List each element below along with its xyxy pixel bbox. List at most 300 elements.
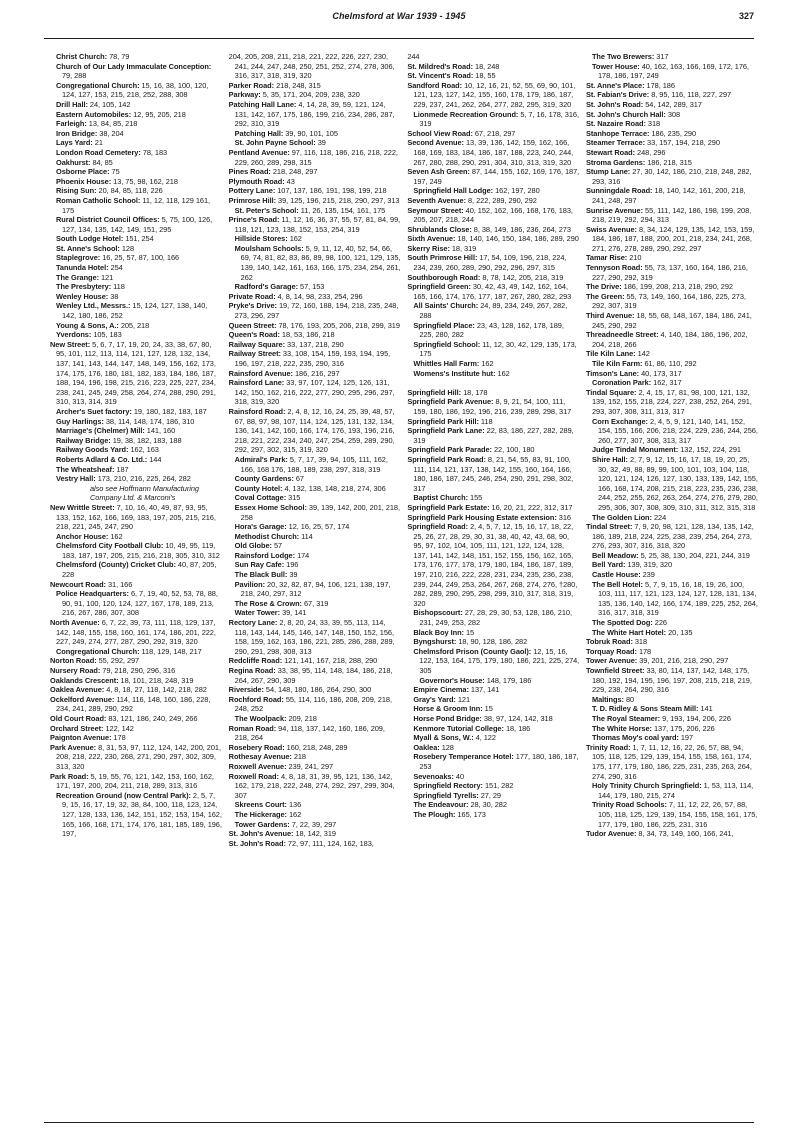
entry-pages: 40, 87, 205, 228 (62, 560, 217, 580)
entry-name: Queen's Road: (228, 330, 280, 340)
entry-pages: 15, 16, 38, 100, 120, 124, 127, 153, 215, 218, 252, 288, 308 (62, 80, 209, 100)
entry-pages: 196 (286, 560, 299, 570)
entry-pages: 33, 157, 194, 218, 290 (647, 138, 720, 148)
entry-name: The Black Bull: (234, 570, 288, 580)
entry-pages: 75 (111, 167, 120, 177)
index-entry (229, 90, 401, 100)
entry-name: Bell Meadow: (591, 550, 639, 560)
index-entry (229, 340, 401, 350)
entry-name: Castle House: (591, 570, 641, 580)
entry-name: South Lodge Hotel: (56, 234, 124, 244)
index-entry (229, 321, 401, 331)
entry-name: Springfield School: (413, 339, 481, 349)
entry-pages: 31, 166 (107, 579, 133, 589)
index-subentry (229, 570, 401, 580)
entry-pages: 39, 141 (282, 608, 307, 618)
index-entry (586, 656, 758, 666)
entry-pages: 24, 105, 142 (89, 99, 131, 109)
entry-name: Phoenix House: (56, 176, 112, 186)
entry-pages: 2, 7, 9, 12, 15, 16, 17, 18, 19, 20, 25, 30, 32, 49, 88, 89, 99, 100, 101, 103, 104, 118, 120, 121, 124, 126, 127, 130, 133, 139, 142, 155, 166, 168, 174, 208, 215, 218, 223, 235, 236, 238, 244, 252, 255, 262, 263, 264, 274, 276, 279, 280, 295, 306, 307, 308, 309, 310, 311, 312, 315, 318 (597, 454, 758, 512)
index-subentry (586, 52, 758, 62)
entry-name: Maltings: (591, 694, 624, 704)
entry-name: Tudor Avenue: (585, 829, 637, 839)
entry-pages: 19, 72, 160, 188, 194, 218, 235, 248, 273, 296, 297 (234, 301, 399, 321)
entry-name: All Saints' Church: (413, 301, 479, 311)
entry-pages: 7, 9, 20, 98, 121, 128, 134, 135, 142, 186, 189, 218, 224, 225, 238, 239, 254, 264, 273, 276, 293, 307, 316, 318, 320 (591, 522, 754, 551)
entry-name: Roman Road: (228, 723, 277, 733)
entry-pages: 12, 95, 205, 218 (133, 109, 186, 119)
entry-name: Springfield Park Housing Estate extension: (407, 512, 557, 522)
entry-pages: 142 (637, 349, 650, 359)
index-subentry (50, 138, 222, 148)
entry-pages: 33, 97, 107, 124, 125, 126, 131, 142, 150, 162, 216, 222, 277, 290, 295, 296, 297, 318, 319, 320 (234, 378, 395, 407)
entry-name: Ockelford Avenue: (50, 694, 115, 704)
index-entry (407, 513, 579, 523)
entry-pages: also see Hoffmann Manufacturing Company Ltd. & Marconi's (90, 483, 199, 503)
index-subentry (586, 580, 758, 618)
index-subentry (50, 167, 222, 177)
index-subentry (586, 695, 758, 705)
entry-name: Patching Hall Lane: (228, 99, 297, 109)
entry-pages: 177, 180, 186, 187, 253 (419, 752, 579, 771)
index-entry (407, 417, 579, 427)
index-entry (229, 330, 401, 340)
entry-pages: 204, 205, 208, 211, 218, 221, 222, 226, 227, 230, 241, 244, 247, 248, 250, 251, 252, 274, 278, 306, 316, 317, 318, 319, 320 (228, 52, 395, 81)
entry-name: Chelmsford Prison (County Gaol): (413, 646, 532, 656)
entry-name: Admiral's Park: (234, 454, 288, 464)
index-subentry (407, 791, 579, 801)
index-subentry (50, 791, 222, 839)
entry-pages: 94, 118, 137, 142, 160, 186, 209, 218, 264 (234, 723, 385, 743)
entry-name: Baptist Church: (413, 493, 468, 503)
index-entry (229, 724, 401, 743)
index-entry (586, 81, 758, 91)
index-subentry (50, 177, 222, 187)
index-subentry (229, 541, 401, 551)
entry-pages: 16, 20, 21, 222, 312, 317 (491, 502, 573, 512)
entry-pages: 136 (288, 800, 302, 810)
index-entry (586, 253, 758, 263)
entry-pages: 162, 317 (653, 378, 682, 388)
entry-name: The Plough: (413, 809, 456, 819)
index-subentry (407, 695, 579, 705)
index-subentry (586, 618, 758, 628)
entry-name: Gray's Yard: (413, 694, 456, 704)
entry-pages: 209, 218 (288, 713, 317, 723)
index-subentry (229, 206, 401, 216)
entry-pages: 27, 30, 142, 186, 210, 218, 248, 282, 293, 316 (591, 167, 752, 186)
entry-pages: 18, 140, 142, 161, 200, 218, 241, 248, 297 (591, 186, 746, 205)
index-subentry (586, 551, 758, 561)
entry-name: Railway Bridge: (56, 435, 111, 445)
index-subentry (50, 234, 222, 244)
index-subentry (50, 186, 222, 196)
entry-name: Holy Trinity Church Springfield: (591, 781, 702, 791)
entry-pages: 8, 34, 124, 129, 135, 142, 153, 159, 184, 186, 187, 188, 200, 201, 218, 234, 241, 268, 271, 276, 278, 289, 290, 292, 297 (591, 224, 755, 253)
index-columns (50, 52, 758, 1118)
entry-pages: 38, 97, 124, 142, 318 (483, 713, 553, 723)
entry-name: Pentland Avenue: (228, 147, 290, 157)
entry-pages: 173, 210, 216, 225, 264, 282 (97, 474, 191, 484)
entry-pages: 144 (149, 454, 162, 464)
index-subentry (407, 340, 579, 359)
index-entry (407, 282, 579, 301)
entry-name: Tower House: (591, 61, 640, 71)
index-subentry (50, 100, 222, 110)
index-subentry (407, 733, 579, 743)
entry-name: Steamer Terrace: (585, 138, 646, 148)
entry-name: St. Nazaire Road: (585, 119, 646, 129)
entry-name: Oaklea Avenue: (50, 685, 105, 695)
index-entry (407, 503, 579, 513)
index-subentry (50, 52, 222, 62)
entry-pages: 11, 26, 135, 154, 161, 175 (300, 205, 386, 215)
index-column-2 (229, 52, 401, 1118)
entry-pages: 13, 75, 98, 162, 218 (113, 176, 178, 186)
entry-name: Sunrise Avenue: (585, 205, 643, 215)
entry-name: Congregational Church: (56, 646, 140, 656)
entry-name: Third Avenue: (585, 311, 635, 321)
index-subentry (229, 608, 401, 618)
entry-name: Farleigh: (56, 119, 87, 129)
index-subentry (50, 196, 222, 215)
entry-name: Yverdons: (56, 330, 92, 340)
index-subentry (229, 560, 401, 570)
entry-name: St. Fabian's Drive: (585, 90, 650, 100)
entry-name: Old Court Road: (50, 713, 107, 723)
index-entry (229, 100, 401, 129)
index-entry (229, 829, 401, 839)
entry-name: Tindal Street: (585, 522, 633, 532)
index-subentry (586, 781, 758, 800)
entry-pages: 22, 100, 180 (493, 445, 535, 455)
index-subentry (50, 148, 222, 158)
entry-name: Governor's House: (419, 675, 485, 685)
entry-name: Sunningdale Road: (585, 186, 653, 196)
entry-name: Staplegrove: (56, 253, 101, 263)
entry-name: Parker Road: (228, 80, 275, 90)
index-entry (407, 129, 579, 139)
entry-name: Horse Pond Bridge: (413, 713, 482, 723)
index-subentry (229, 474, 401, 484)
entry-pages: 6, 7, 22, 39, 73, 111, 118, 129, 137, 142, 148, 155, 158, 160, 161, 174, 186, 201, 222, 227, 249, 274, 277, 287, 290, 292, 319, 320 (56, 618, 216, 647)
entry-pages: 11, 12, 118, 129 161, 175 (62, 195, 211, 215)
index-entry (407, 138, 579, 167)
entry-pages: 308 (667, 109, 681, 119)
entry-pages: 137, 141 (470, 685, 500, 695)
entry-pages: 315 (288, 493, 301, 503)
index-entry (407, 206, 579, 225)
entry-pages: 18, 142, 319 (295, 829, 336, 839)
entry-name: The Spotted Dog: (591, 618, 653, 628)
entry-pages: 148, 179, 186 (486, 675, 532, 685)
index-subentry (407, 676, 579, 686)
entry-name: Byngshurst: (413, 637, 457, 647)
index-entry (229, 685, 401, 695)
entry-pages: 79, 288 (62, 71, 87, 81)
index-entry (586, 647, 758, 657)
index-entry (50, 772, 222, 791)
index-subentry (229, 522, 401, 532)
index-subentry (229, 129, 401, 139)
entry-name: Water Tower: (234, 608, 281, 618)
entry-pages: 1, 7, 11, 12, 16, 22, 26, 57, 88, 94, 105, 118, 125, 129, 139, 154, 155, 158, 161, 174, 175, 177, 179, 180, 186, 225, 231, 235, 263, 264, 274, 290, 316 (591, 742, 752, 781)
index-entry (586, 522, 758, 551)
entry-name: St. Vincent's Road: (407, 71, 474, 81)
entry-pages: 61, 86, 110, 292 (644, 359, 697, 368)
index-entry (229, 407, 401, 455)
entry-name: Prince's Road: (228, 215, 280, 225)
index-entry (229, 177, 401, 187)
index-subentry (407, 810, 579, 820)
index-subentry (50, 129, 222, 139)
index-entry (586, 148, 758, 158)
entry-name: Sun Ray Cafe: (234, 560, 285, 570)
index-subentry (586, 455, 758, 513)
entry-pages: 39, 201, 216, 218, 290, 297 (639, 656, 729, 666)
index-subentry (229, 455, 401, 474)
index-subentry (586, 733, 758, 743)
entry-pages: 40, 162, 163, 166, 169, 172, 176, 178, 186, 197, 249 (597, 61, 749, 81)
index-entry (50, 503, 222, 532)
entry-name: Nursery Road: (50, 666, 101, 675)
index-entry (229, 148, 401, 167)
index-subentry (407, 685, 579, 695)
index-column-4 (586, 52, 758, 1118)
entry-pages: 8, 95, 116, 118, 227, 297 (651, 90, 732, 100)
index-note (50, 484, 222, 503)
entry-pages: 210 (629, 253, 642, 263)
entry-pages: 43 (286, 176, 295, 186)
entry-name: Seventh Avenue: (407, 195, 466, 205)
index-entry (586, 829, 758, 839)
entry-name: Marriage's (Chelmer) Mill: (56, 426, 145, 436)
index-entry (50, 676, 222, 686)
index-entry (586, 666, 758, 695)
entry-pages: 8, 78, 142, 205, 218, 319 (482, 272, 564, 282)
entry-name: Oakhurst: (56, 157, 91, 167)
entry-name: Corn Exchange: (591, 416, 648, 426)
entry-name: The Endeavour: (413, 800, 469, 810)
index-entry (50, 580, 222, 590)
entry-name: Regina Road: (228, 666, 276, 675)
entry-pages: 27, 29 (480, 790, 501, 800)
index-entry (50, 743, 222, 772)
index-entry (586, 292, 758, 311)
index-subentry (407, 369, 579, 379)
entry-name: St. Mildred's Road: (407, 61, 473, 71)
entry-pages: 162, 197, 280 (495, 186, 540, 196)
entry-name: Torquay Road: (585, 646, 637, 656)
entry-pages: 54, 148, 180, 186, 264, 290, 300 (265, 685, 372, 695)
entry-name: Springfield Hall Lodge: (413, 186, 494, 196)
index-entry (407, 445, 579, 455)
entry-pages: 33, 137, 218, 290 (287, 339, 344, 349)
index-subentry (407, 647, 579, 676)
entry-pages: 38, 114, 148, 174, 186, 310 (105, 416, 195, 426)
entry-name: The Grange: (56, 272, 99, 282)
entry-pages: 160, 218, 248, 289 (286, 742, 348, 752)
entry-name: Pavilion: (234, 579, 266, 589)
index-subentry (50, 330, 222, 340)
entry-name: London Road Cemetery: (56, 147, 141, 157)
entry-pages: 105, 183 (93, 330, 122, 340)
index-subentry (229, 282, 401, 292)
index-subentry (50, 407, 222, 417)
entry-pages: 132, 152, 224, 291 (680, 445, 741, 455)
entry-name: South Primrose Hill: (407, 253, 478, 263)
index-entry (229, 378, 401, 407)
index-entry (229, 186, 401, 196)
entry-pages: 5, 6, 7, 17, 19, 20, 24, 33, 38, 67, 80, 95, 101, 112, 113, 114, 121, 127, 128, 132, 134, 137, 141, 143, 144, 147, 148, 149, 156, 162, 173, 174, 175, 176, 180, 181, 182, 183, 184, 186, 187, 188, 194, 196, 198, 215, 216, 223, 225, 227, 234, 238, 241, 245, 249, 258, 264, 274, 288, 290, 291, 310, 313, 314, 319 (56, 339, 216, 407)
entry-name: Springfield Park Parade: (407, 445, 492, 455)
entry-pages: 11, 12, 30, 42, 129, 135, 173, 175 (419, 339, 577, 359)
entry-name: The Wheatsheaf: (56, 464, 115, 474)
index-subentry (229, 138, 401, 148)
entry-pages: 197 (680, 733, 694, 743)
entry-pages: 244 (407, 52, 420, 61)
entry-pages: 254 (110, 263, 123, 273)
index-entry (229, 656, 401, 666)
index-entry (229, 81, 401, 91)
entry-pages: 114 (301, 531, 313, 541)
entry-pages: 4, 122 (475, 733, 496, 743)
entry-name: St. John's Church Hall: (585, 109, 666, 119)
entry-name: Wenley House: (56, 291, 109, 301)
entry-name: Queen Street: (228, 320, 277, 330)
entry-name: Railway Square: (228, 339, 285, 349)
entry-name: Tanunda Hotel: (56, 263, 109, 273)
index-subentry (229, 820, 401, 830)
entry-name: Empire Cinema: (413, 685, 469, 695)
entry-pages: 57 (273, 541, 283, 551)
entry-name: Swiss Avenue: (585, 224, 637, 234)
entry-pages: 39, 125, 196, 215, 218, 290, 297, 313 (278, 195, 400, 205)
entry-pages: 40 (455, 771, 465, 781)
entry-pages: 7, 10, 16, 40, 49, 87, 93, 95, 133, 152, 162, 166, 169, 183, 197, 205, 215, 216, 218, 221, 245, 247, 290 (56, 502, 216, 532)
entry-name: Stanhope Terrace: (585, 128, 650, 138)
entry-name: Tindal Square: (585, 387, 637, 397)
entry-pages: 20, 32, 82, 87, 94, 106, 121, 138, 197, 218, 240, 297, 312 (240, 579, 391, 599)
entry-name: Norton Road: (50, 656, 97, 666)
index-entry (229, 772, 401, 801)
index-entry (50, 714, 222, 724)
entry-name: Drill Hall: (56, 99, 88, 109)
entry-pages: 83, 121, 186, 240, 249, 266 (108, 713, 198, 723)
entry-pages: 5, 35, 171, 204, 209, 238, 320 (262, 90, 360, 100)
index-subentry (586, 445, 758, 455)
entry-name: Radford's Garage: (234, 282, 298, 292)
entry-name: St. John's Road: (228, 838, 286, 848)
entry-pages: 239, 241, 297 (288, 761, 334, 771)
entry-pages: 121 (101, 272, 114, 282)
entry-pages: 128 (441, 742, 454, 752)
entry-pages: 13, 39, 136, 142, 159, 162, 166, 168, 169, 183, 184, 186, 187, 188, 223, 240, 244, 267, 280, 288, 290, 291, 304, 310, 313, 319, 320 (413, 138, 574, 167)
entry-pages: 40, 173, 317 (641, 368, 682, 378)
entry-pages: 18, 140, 146, 150, 184, 186, 289, 290 (457, 234, 579, 244)
entry-name: Seymour Street: (407, 205, 464, 215)
entry-name: Threadneedle Street: (585, 330, 659, 340)
index-entry (407, 455, 579, 493)
entry-pages: 118 (480, 416, 493, 426)
entry-pages: 186, 235, 290 (651, 128, 697, 138)
entry-name: Tile Kiln Lane: (585, 349, 636, 359)
index-entry (50, 685, 222, 695)
index-entry (407, 225, 579, 235)
entry-name: Redcliffe Road: (228, 656, 283, 666)
entry-pages: 186, 216, 297 (294, 368, 340, 378)
index-entry (586, 282, 758, 292)
entry-name: Wenley Ltd., Messrs.: (56, 301, 131, 311)
entry-name: Shire Hall: (591, 454, 628, 464)
entry-pages: 16, 25, 57, 87, 100, 166 (102, 253, 180, 263)
entry-pages: 39, 90, 101, 105 (285, 128, 338, 138)
entry-name: County Gardens: (234, 474, 294, 484)
entry-pages: 162 (289, 234, 302, 244)
index-entry (407, 426, 579, 445)
index-entry (586, 263, 758, 282)
entry-pages: 8, 222, 289, 290, 292 (468, 195, 537, 205)
entry-name: Riverside: (228, 685, 264, 695)
entry-pages: 20, 135 (668, 627, 693, 637)
entry-pages: 54, 142, 289, 317 (645, 99, 702, 109)
index-subentry (407, 714, 579, 724)
entry-name: Skerry Rise: (407, 243, 450, 253)
index-subentry (407, 752, 579, 771)
entry-name: Roxwell Road: (228, 771, 279, 781)
entry-name: Anchor House: (56, 531, 109, 541)
entry-name: The Hickerage: (234, 809, 287, 819)
index-subentry (50, 541, 222, 560)
index-subentry (50, 465, 222, 475)
entry-name: Methodist Church: (234, 531, 300, 541)
entry-name: Railway Street: (228, 349, 281, 359)
index-subentry (50, 81, 222, 100)
entry-pages: 18, 55 (475, 71, 496, 81)
index-entry (407, 522, 579, 608)
entry-name: Chelmsford (County) Cricket Club: (56, 560, 176, 570)
index-subentry (407, 637, 579, 647)
entry-pages: 5, 7, 16, 178, 316, 319 (419, 109, 579, 129)
index-subentry (229, 580, 401, 599)
entry-pages: 186, 218, 315 (647, 157, 692, 167)
entry-pages: 18, 55, 68, 148, 167, 184, 186, 241, 245, 290, 292 (591, 311, 752, 330)
entry-pages: 178 (638, 646, 652, 656)
entry-pages: 162, 163 (130, 445, 159, 455)
index-entry (229, 752, 401, 762)
entry-name: Church of Our Lady Immaculate Conception: (56, 61, 212, 71)
index-entry (586, 225, 758, 254)
index-entry (407, 167, 579, 186)
entry-name: Timson's Lane: (585, 368, 640, 378)
entry-name: New Writtle Street: (50, 502, 115, 512)
entry-pages: 38, 204 (99, 128, 124, 138)
entry-pages: 4, 8, 14, 98, 233, 254, 296 (277, 291, 363, 301)
entry-pages: 10, 49, 95, 119, 183, 187, 197, 205, 215, 216, 218, 305, 310, 312 (62, 541, 220, 560)
entry-pages: 18, 178 (463, 387, 488, 397)
index-entry (229, 762, 401, 772)
entry-pages: 55, 111, 142, 186, 198, 199, 208, 218, 219, 292, 294, 313 (591, 205, 752, 225)
entry-name: Whittles Hall Farm: (413, 359, 480, 368)
footer-rule (44, 1122, 754, 1123)
entry-name: Roberts Adlard & Co. Ltd.: (56, 454, 148, 464)
index-subentry (50, 158, 222, 168)
entry-name: Old Globe: (234, 541, 272, 551)
entry-pages: 10, 12, 16, 21, 52, 55, 69, 90, 101, 121, 123, 127, 142, 155, 160, 178, 179, 186, 187, 229, 237, 241, 262, 264, 277, 282, 295, 319, 320 (413, 80, 576, 109)
index-entry (586, 311, 758, 330)
index-subentry (407, 743, 579, 753)
index-subentry (50, 532, 222, 542)
